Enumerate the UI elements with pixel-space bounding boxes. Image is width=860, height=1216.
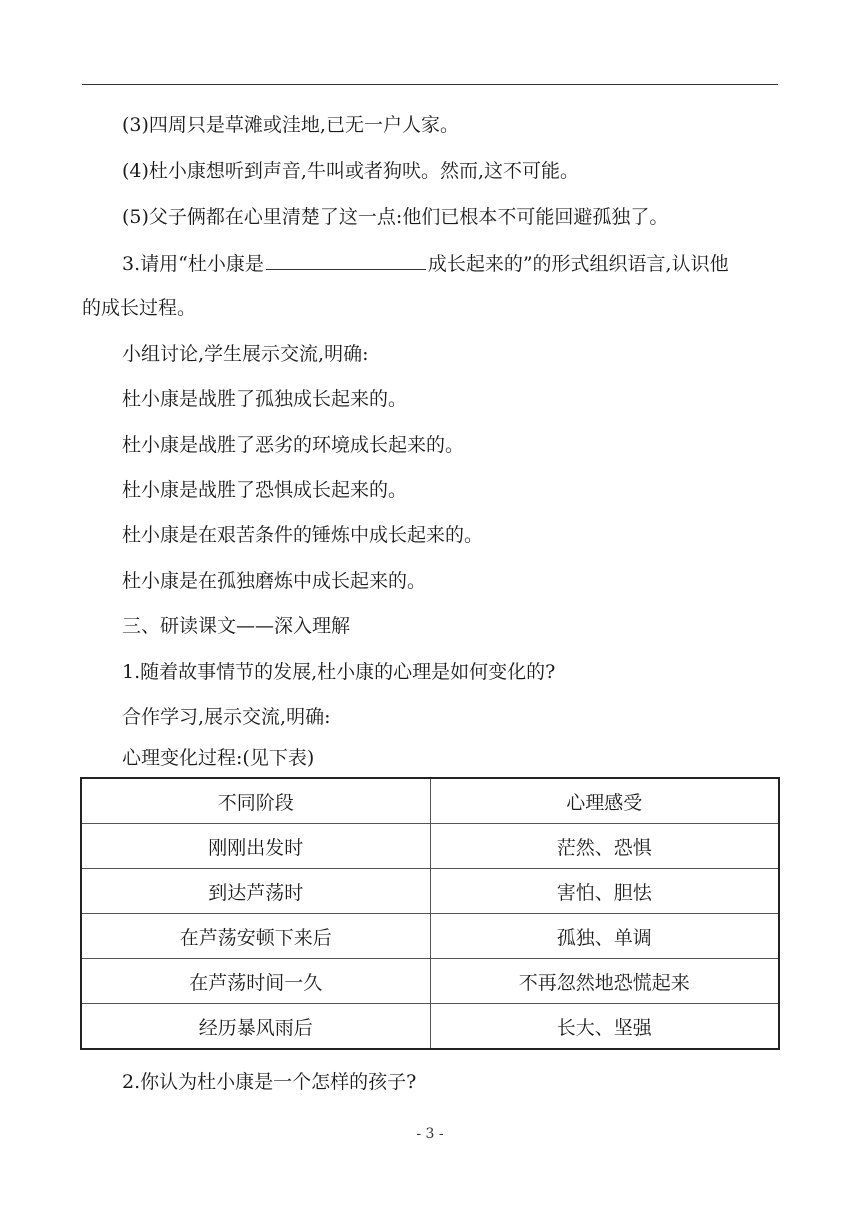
fill-blank: [266, 251, 426, 270]
table-header-row: [81, 778, 779, 824]
answer-line-5: 杜小康是在孤独磨炼中成长起来的。: [122, 570, 427, 592]
table-caption: 心理变化过程:(见下表): [122, 747, 315, 769]
text-line-4: (4)杜小康想听到声音,牛叫或者狗吠。然而,这不可能。: [122, 160, 579, 182]
feeling-cell: 不再忽然地恐慌起来: [430, 959, 779, 1004]
stage-cell: 到达芦荡时: [81, 869, 430, 914]
stage-cell: 在芦荡安顿下来后: [81, 914, 430, 959]
feeling-cell: 茫然、恐惧: [430, 824, 779, 869]
question-1: 1.随着故事情节的发展,杜小康的心理是如何变化的?: [122, 661, 556, 683]
header-feeling: 心理感受: [430, 778, 779, 824]
header-rule: [82, 84, 778, 85]
feeling-cell: 长大、坚强: [430, 1004, 779, 1050]
stage-cell: 刚刚出发时: [81, 824, 430, 869]
question-2: 2.你认为杜小康是一个怎样的孩子?: [122, 1071, 417, 1093]
feeling-cell: 害怕、胆怯: [430, 869, 779, 914]
question-3-after: 成长起来的”的形式组织语言,认识他: [427, 253, 729, 275]
text-line-3: (3)四周只是草滩或洼地,已无一户人家。: [122, 114, 459, 136]
table-row: [81, 869, 779, 914]
answer-line-2: 杜小康是战胜了恶劣的环境成长起来的。: [122, 434, 465, 456]
answer-line-4: 杜小康是在艰苦条件的锤炼中成长起来的。: [122, 524, 484, 546]
table-row: [81, 959, 779, 1004]
stage-cell: 经历暴风雨后: [81, 1004, 430, 1050]
cooperative-intro: 合作学习,展示交流,明确:: [122, 706, 331, 728]
table-row: [81, 914, 779, 959]
header-stage: 不同阶段: [81, 778, 430, 824]
question-3-continued: 的成长过程。: [82, 297, 197, 319]
page-number: - 3 -: [416, 1126, 444, 1142]
text-line-5: (5)父子俩都在心里清楚了这一点:他们已根本不可能回避孤独了。: [122, 206, 669, 228]
discussion-intro: 小组讨论,学生展示交流,明确:: [122, 343, 369, 365]
section-heading-3: 三、研读课文——深入理解: [122, 615, 351, 637]
answer-line-3: 杜小康是战胜了恐惧成长起来的。: [122, 479, 408, 501]
question-3: [122, 251, 729, 276]
table-row: [81, 1004, 779, 1050]
psychology-table: [80, 777, 780, 1050]
stage-cell: 在芦荡时间一久: [81, 959, 430, 1004]
answer-line-1: 杜小康是战胜了孤独成长起来的。: [122, 388, 408, 410]
table-row: [81, 824, 779, 869]
question-3-before: 3.请用“杜小康是: [122, 253, 264, 275]
feeling-cell: 孤独、单调: [430, 914, 779, 959]
